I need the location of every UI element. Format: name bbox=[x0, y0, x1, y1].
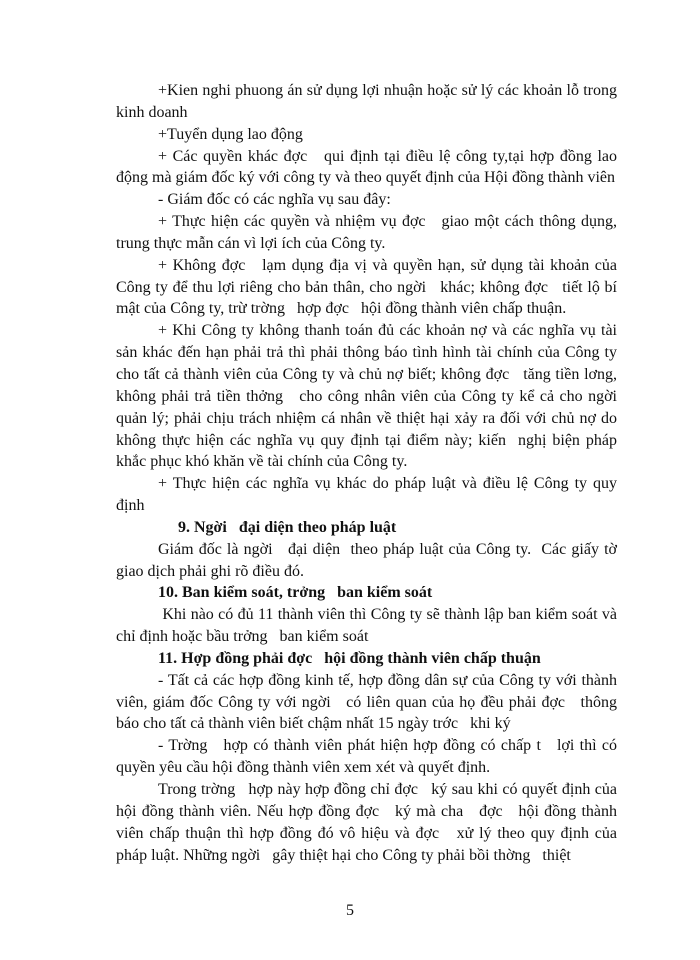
paragraph-obligation-other: + Thực hiện các nghĩa vụ khác do pháp luật và điều lệ Công ty quy định bbox=[116, 475, 621, 515]
heading-legal-representative: 9. Ngời đại diện theo pháp luật bbox=[178, 518, 397, 536]
paragraph-obligation-insolvency: + Khi Công ty không thanh toán đủ các khoản nợ và các nghĩa vụ tài sản khác đến hạn phải trả thì phải thông báo tình hình tài chính của Công ty cho tất cả thành viên của Công ty và chủ nợ biết; không đợc tăng tiền lơng, không phải trả tiền thởng cho công nhân viên của Công ty kể cả cho ngời quản lý; phải chịu trách nhiệm cá nhân về thiệt hại xảy ra đối với chủ nợ do không thực hiện các nghĩa vụ quy định tại điểm này; kiến nghị biện pháp khắc phục khó khăn về tài chính của Công ty. bbox=[116, 322, 629, 471]
paragraph-contracts-notice: - Tất cả các hợp đồng kinh tế, hợp đồng dân sự của Công ty với thành viên, giám đốc Công ty với ngời có liên quan của họ đều phải đợc thông báo cho tất cả thành viên biết chậm nhất 15 ngày trớc khi ký bbox=[116, 671, 621, 733]
paragraph-director-obligations-intro: - Giám đốc có các nghĩa vụ sau đây: bbox=[158, 191, 391, 209]
heading-supervisory-board: 10. Ban kiểm soát, trởng ban kiểm soát bbox=[158, 584, 433, 602]
document-body bbox=[116, 80, 629, 866]
heading-contract-approval: 11. Hợp đồng phải đợc hội đồng thành viên chấp thuận bbox=[158, 649, 541, 667]
paragraph-obligation-duties: + Thực hiện các quyền và nhiệm vụ đợc giao một cách thông dụng, trung thực mẫn cán vì lợi ích của Công ty. bbox=[116, 213, 621, 252]
paragraph-contract-validity: Trong trờng hợp này hợp đồng chỉ đợc ký sau khi có quyết định của hội đồng thành viên. Nếu hợp đồng đợc ký mà cha đợc hội đồng thành viên chấp thuận thì hợp đồng đó vô hiệu và đợc xử lý theo quy định của pháp luật. Những ngời gây thiệt hại cho Công ty phải bồi thờng thiệt bbox=[116, 781, 621, 864]
paragraph-recruitment: +Tuyển dụng lao động bbox=[158, 125, 303, 143]
paragraph-other-rights: + Các quyền khác đợc qui định tại điều lệ công ty,tại hợp đồng lao động mà giám đốc ký với công ty và theo quyết định của Hội đồng thành viên bbox=[116, 147, 621, 187]
paragraph-profit-proposal: +Kien nghi phuong án sử dụng lợi nhuận hoặc sử lý các khoản lỗ trong kinh doanh bbox=[116, 82, 621, 121]
paragraph-conflict-of-interest: - Trờng hợp có thành viên phát hiện hợp đồng có chấp t lợi thì có quyền yêu cầu hội đồng thành viên xem xét và quyết định. bbox=[116, 737, 621, 777]
page-number: 5 bbox=[346, 902, 354, 919]
paragraph-legal-representative: Giám đốc là ngời đại diện theo pháp luật của Công ty. Các giấy tờ giao dịch phải ghi rõ điều đó. bbox=[116, 540, 621, 580]
paragraph-supervisory-board: Khi nào có đủ 11 thành viên thì Công ty sẽ thành lập ban kiểm soát và chỉ định hoặc bầu trởng ban kiểm soát bbox=[116, 606, 622, 646]
paragraph-obligation-no-abuse: + Không đợc lạm dụng địa vị và quyền hạn, sử dụng tài khoản của Công ty để thu lợi riêng cho bản thân, cho ngời khác; không đợc tiết lộ bí mật của Công ty, trừ trờng hợp đợc hội đồng thành viên chấp thuận. bbox=[116, 256, 621, 318]
